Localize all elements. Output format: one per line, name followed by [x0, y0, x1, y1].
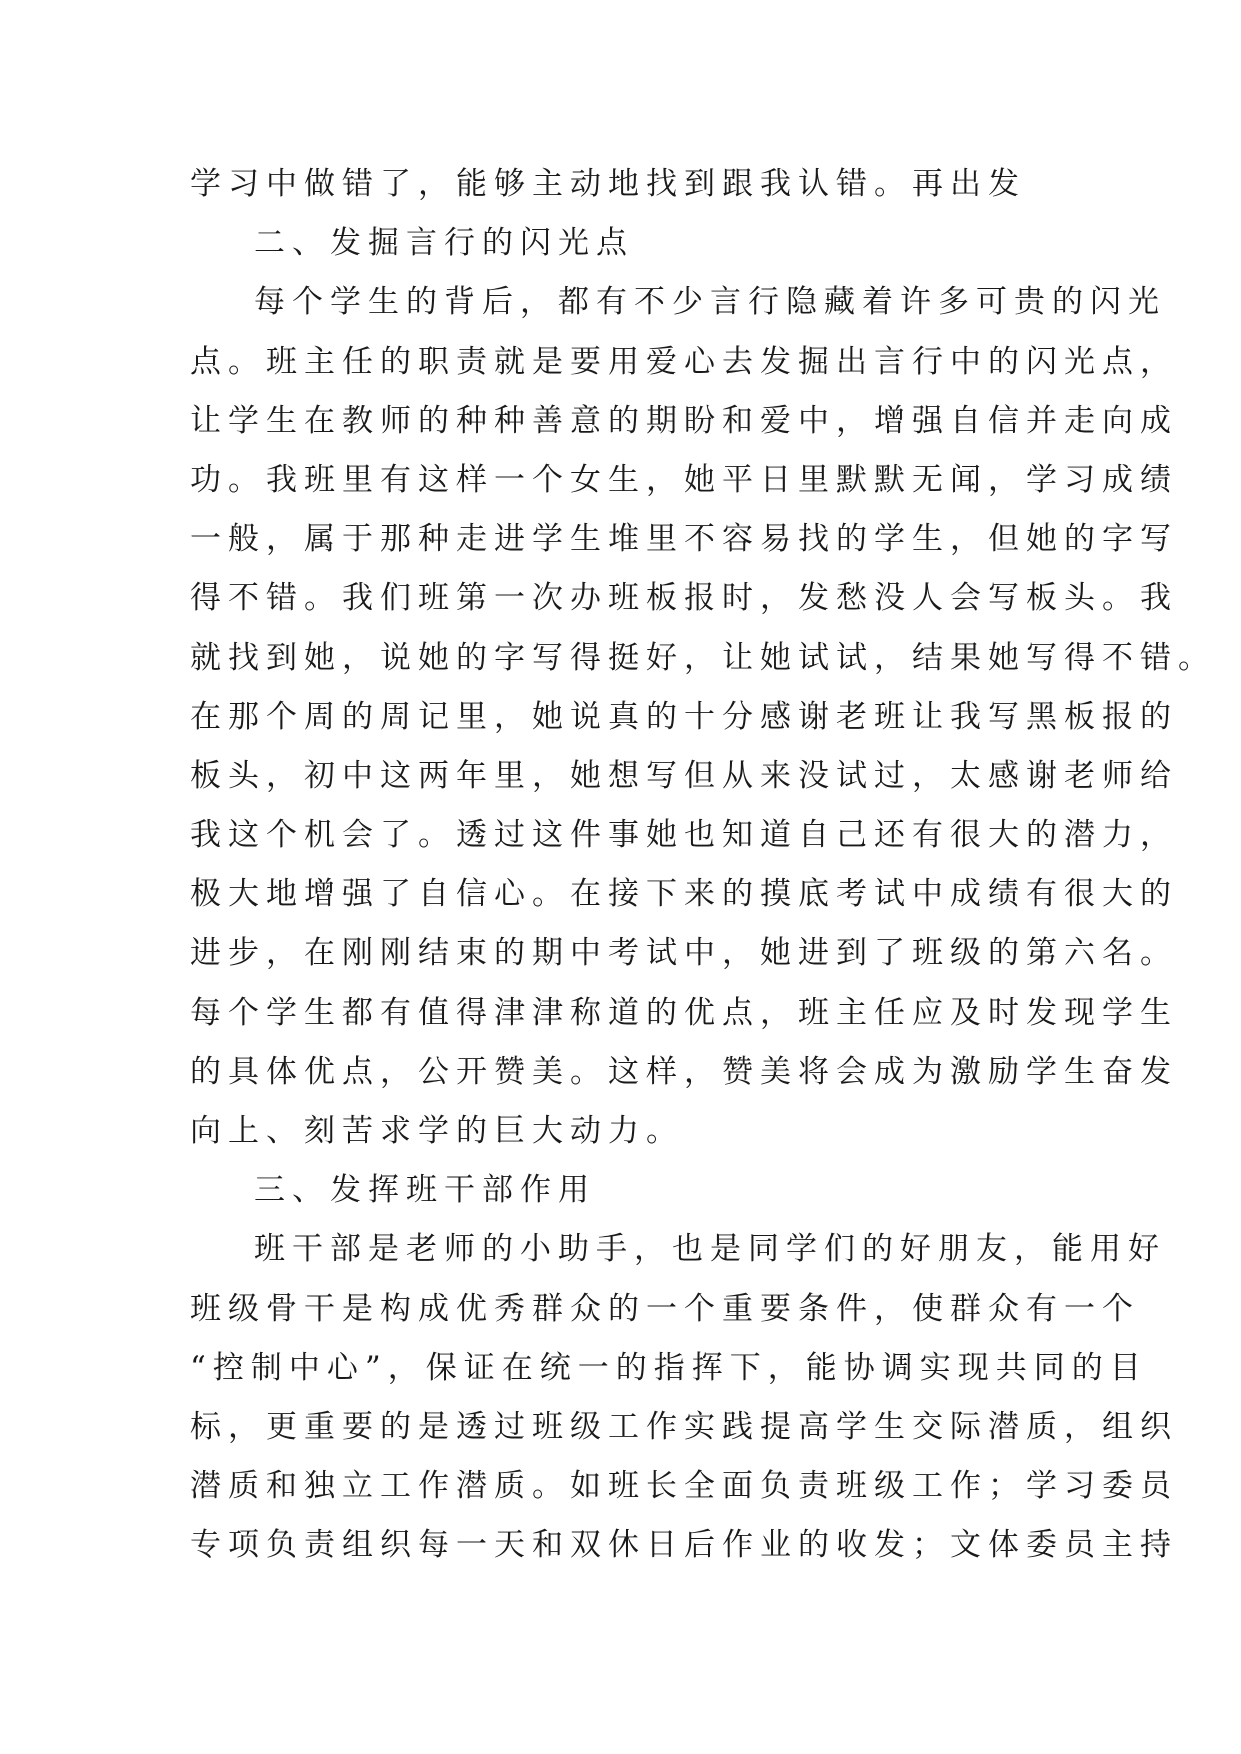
- text-line: 班级骨干是构成优秀群众的一个重要条件，使群众有一个: [190, 1290, 1140, 1327]
- text-line: 专项负责组织每一天和双休日后作业的收发；文体委员主持: [190, 1527, 1178, 1564]
- text-line: 在那个周的周记里，她说真的十分感谢老班让我写黑板报的: [190, 698, 1178, 735]
- text-line: 点。班主任的职责就是要用爱心去发掘出言行中的闪光点，: [190, 343, 1178, 380]
- paragraph-first-line: 每个学生的背后，都有不少言行隐藏着许多可贵的闪光: [254, 284, 1166, 321]
- text-line: 的具体优点，公开赞美。这样，赞美将会成为激励学生奋发: [190, 1053, 1178, 1090]
- paragraph-first-line: 班干部是老师的小助手，也是同学们的好朋友，能用好: [254, 1231, 1166, 1268]
- text-line: 板头，初中这两年里，她想写但从来没试过，太感谢老师给: [190, 757, 1178, 794]
- text-line: “控制中心”，保证在统一的指挥下，能协调实现共同的目: [190, 1349, 1148, 1386]
- text-line: 就找到她，说她的字写得挺好，让她试试，结果她写得不错。: [190, 639, 1216, 676]
- text-line: 我这个机会了。透过这件事她也知道自己还有很大的潜力，: [190, 817, 1178, 854]
- text-line: 每个学生都有值得津津称道的优点，班主任应及时发现学生: [190, 994, 1178, 1031]
- text-line: 潜质和独立工作潜质。如班长全面负责班级工作；学习委员: [190, 1468, 1178, 1505]
- document-body: [190, 155, 1216, 1576]
- text-line: 标，更重要的是透过班级工作实践提高学生交际潜质，组织: [190, 1408, 1178, 1445]
- text-line: 向上、刻苦求学的巨大动力。: [190, 1113, 684, 1149]
- section-heading: 二、发掘言行的闪光点: [254, 225, 634, 262]
- text-line: 学习中做错了，能够主动地找到跟我认错。再出发: [190, 166, 1026, 202]
- text-line: 得不错。我们班第一次办班板报时，发愁没人会写板头。我: [190, 580, 1178, 617]
- text-line: 进步，在刚刚结束的期中考试中，她进到了班级的第六名。: [190, 935, 1178, 972]
- text-line: 让学生在教师的种种善意的期盼和爱中，增强自信并走向成: [190, 402, 1178, 439]
- text-line: 功。我班里有这样一个女生，她平日里默默无闻，学习成绩: [190, 461, 1178, 498]
- text-line: 一般，属于那种走进学生堆里不容易找的学生，但她的字写: [190, 521, 1178, 558]
- text-line: 极大地增强了自信心。在接下来的摸底考试中成绩有很大的: [190, 876, 1178, 913]
- section-heading: 三、发挥班干部作用: [254, 1172, 596, 1209]
